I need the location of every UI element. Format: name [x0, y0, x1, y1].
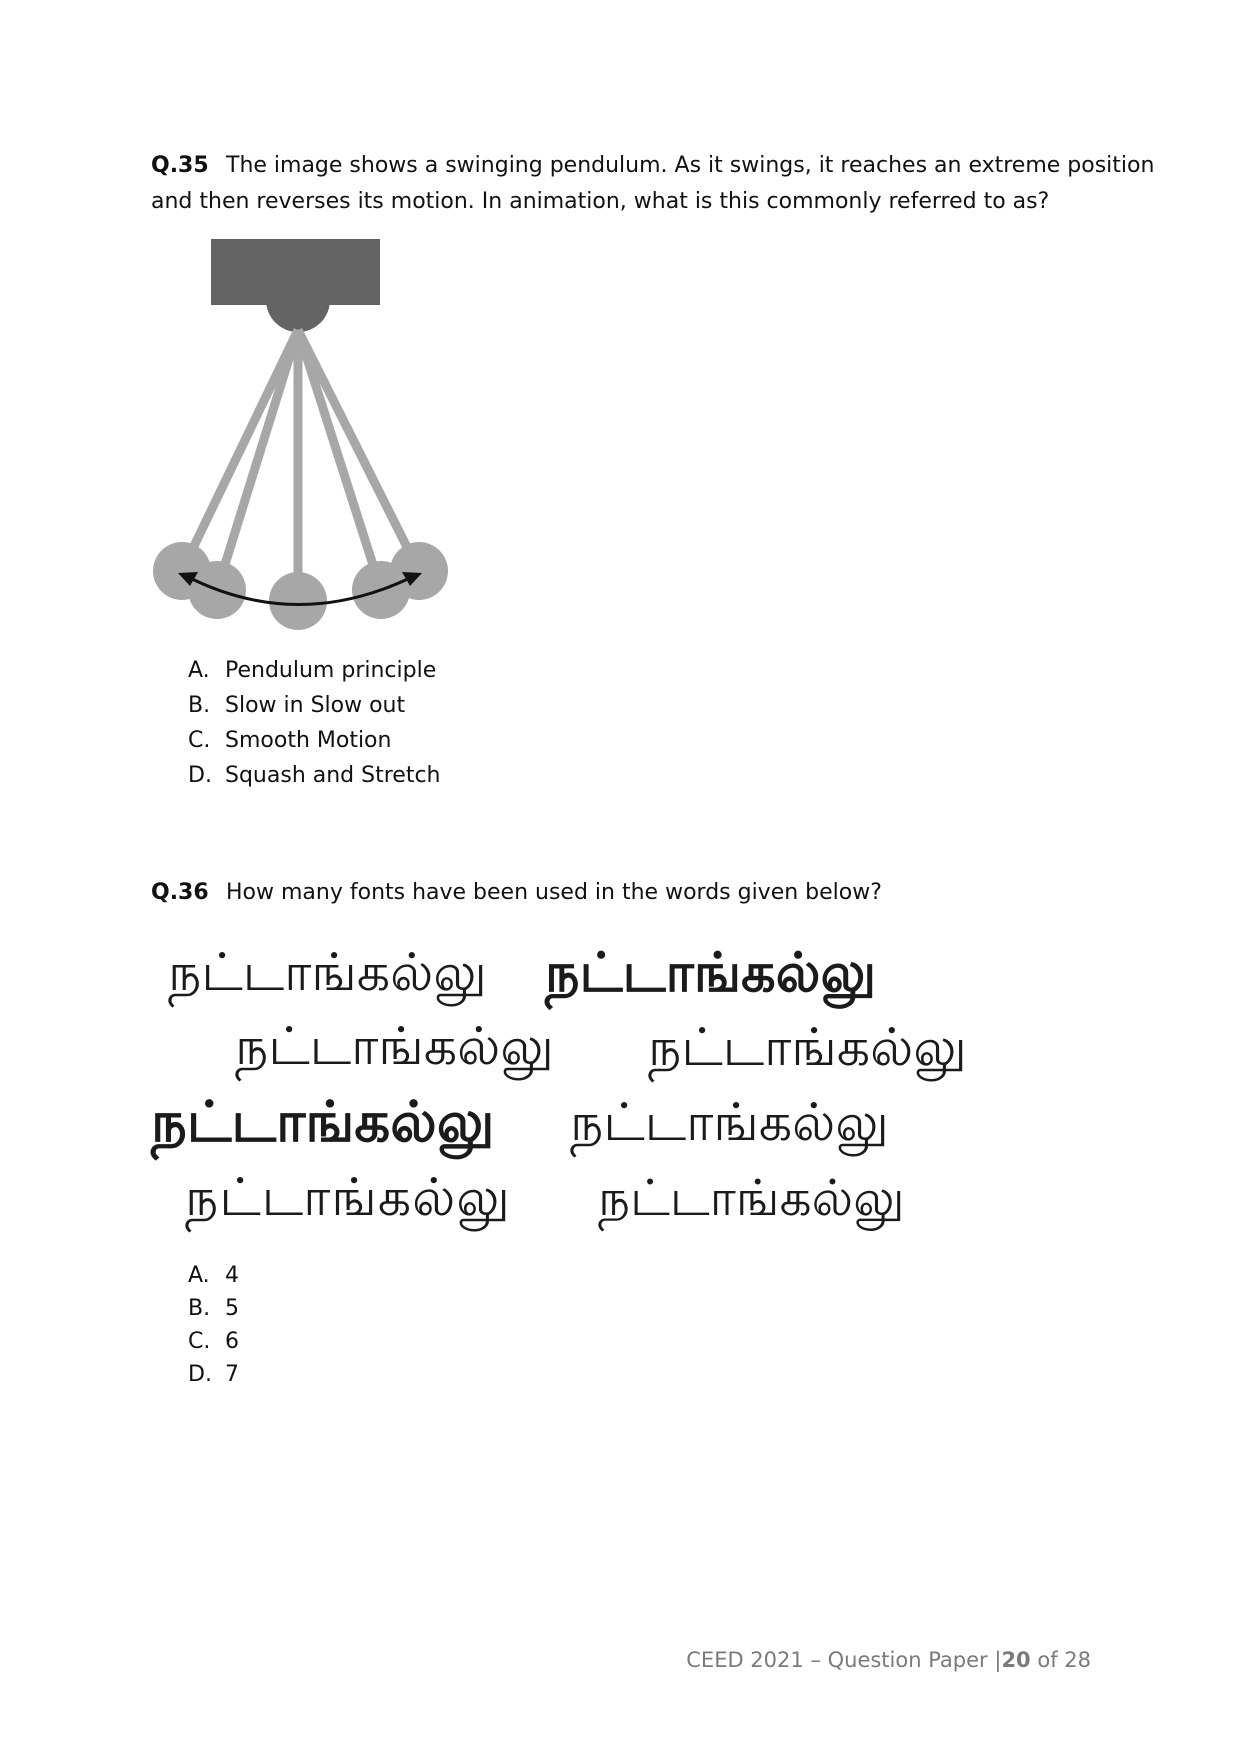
option-letter: B. — [188, 693, 211, 718]
question-number: Q.35 — [151, 153, 209, 178]
option-text: 5 — [225, 1296, 239, 1321]
option-letter: A. — [188, 1263, 210, 1288]
option-letter: A. — [188, 658, 210, 683]
pendulum-rod — [182, 330, 298, 571]
pendulum-pivot — [266, 268, 330, 332]
pendulum-illustration — [148, 238, 458, 633]
option-text: 6 — [225, 1329, 239, 1354]
tamil-word: நட்டாங்கல்லு — [545, 941, 877, 1004]
pendulum-rod — [217, 330, 298, 590]
page-footer — [686, 1648, 1091, 1672]
tamil-word: நட்டாங்கல்லு — [168, 944, 487, 1002]
page-number: 20 — [1001, 1648, 1031, 1672]
pendulum-bob — [390, 542, 448, 600]
tamil-word: நட்டாங்கல்லு — [185, 1168, 511, 1228]
pendulum-rod — [298, 330, 381, 590]
tamil-word: நட்டாங்கல்லு — [235, 1019, 554, 1076]
tamil-word: நட்டாங்கல்லு — [648, 1018, 967, 1078]
page-total: of 28 — [1030, 1648, 1091, 1672]
option-letter: D. — [188, 763, 212, 788]
tamil-word: நட்டாங்கல்லு — [598, 1170, 905, 1226]
question-text-continued: and then reverses its motion. In animation, what is this commonly referred to as? — [151, 189, 1050, 214]
footer-label: CEED 2021 – Question Paper | — [686, 1648, 1002, 1672]
option-text: Pendulum principle — [225, 658, 437, 683]
option-text: 7 — [225, 1362, 239, 1387]
tamil-word: நட்டாங்கல்லு — [151, 1090, 495, 1155]
option-text: Slow in Slow out — [225, 693, 406, 718]
option-letter: C. — [188, 728, 211, 753]
option-letter: B. — [188, 1296, 211, 1321]
option-letter: C. — [188, 1329, 211, 1354]
pendulum-rod — [298, 330, 419, 571]
option-text: 4 — [225, 1263, 239, 1288]
option-letter: D. — [188, 1362, 212, 1387]
option-text: Squash and Stretch — [225, 763, 441, 788]
question-number: Q.36 — [151, 880, 209, 905]
question-text: The image shows a swinging pendulum. As it swings, it reaches an extreme position — [226, 153, 1155, 178]
tamil-word: நட்டாங்கல்லு — [570, 1094, 889, 1152]
question-text: How many fonts have been used in the words given below? — [226, 880, 882, 905]
option-text: Smooth Motion — [225, 728, 392, 753]
pendulum-bob — [269, 572, 327, 630]
